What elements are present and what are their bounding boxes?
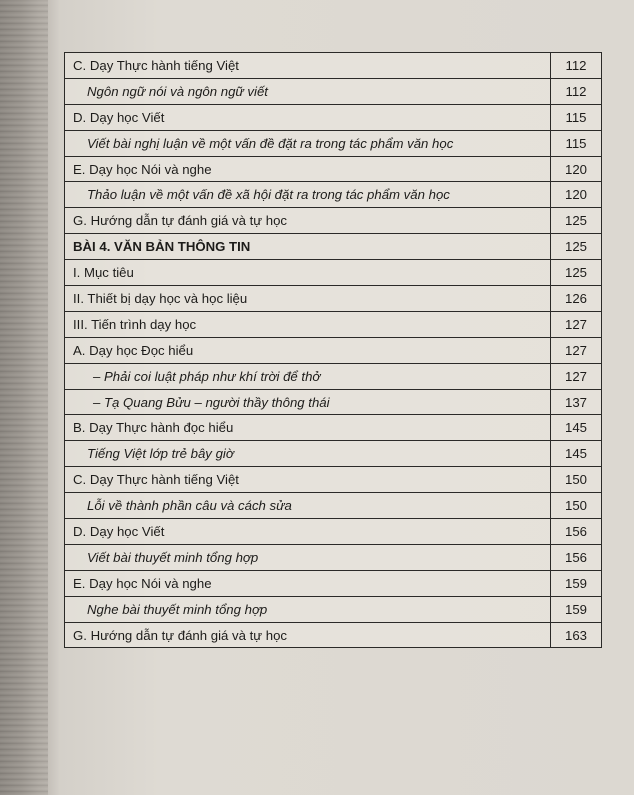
toc-entry-title: Viết bài thuyết minh tổng hợp [87,549,259,565]
toc-entry-title: III. Tiến trình dạy học [73,316,197,332]
toc-entry-title: II. Thiết bị dạy học và học liệu [73,290,248,306]
toc-entry-title: E. Dạy học Nói và nghe [73,575,212,591]
toc-entry-page: 137 [550,390,601,415]
toc-entry-page: 120 [550,157,601,182]
toc-entry-page: 145 [550,415,601,440]
toc-row [65,467,601,493]
toc-entry-title: BÀI 4. VĂN BẢN THÔNG TIN [73,239,251,255]
toc-entry-page: 156 [550,519,601,544]
toc-entry-page: 125 [550,208,601,233]
toc-row [65,260,601,286]
toc-entry-page: 127 [550,312,601,337]
toc-row [65,493,601,519]
toc-row [65,131,601,157]
toc-entry-title: Nghe bài thuyết minh tổng hợp [87,601,268,617]
toc-entry-page: 150 [550,493,601,518]
toc-entry-title: B. Dạy Thực hành đọc hiểu [73,420,234,436]
toc-entry-title: C. Dạy Thực hành tiếng Việt [73,472,239,488]
toc-entry-title: – Tạ Quang Bửu – người thầy thông thái [93,394,330,410]
toc-entry-page: 145 [550,441,601,466]
toc-entry-title: A. Dạy học Đọc hiểu [73,342,194,358]
toc-entry-page: 127 [550,338,601,363]
toc-entry-title: Viết bài nghị luận về một vấn đề đặt ra trong tác phẩm văn học [87,135,454,151]
toc-row [65,364,601,390]
toc-entry-page: 125 [550,234,601,259]
toc-entry-page: 127 [550,364,601,389]
toc-row [65,597,601,623]
toc-row [65,182,601,208]
toc-entry-page: 120 [550,182,601,207]
toc-row [65,545,601,571]
toc-entry-title: C. Dạy Thực hành tiếng Việt [73,57,239,73]
toc-entry-page: 126 [550,286,601,311]
toc-row [65,390,601,416]
toc-row [65,157,601,183]
toc-entry-page: 163 [550,623,601,648]
toc-entry-page: 115 [550,131,601,156]
toc-row [65,312,601,338]
toc-entry-page: 112 [550,79,601,104]
toc-entry-page: 115 [550,105,601,130]
toc-entry-title: Thảo luận về một vấn đề xã hội đặt ra trong tác phẩm văn học [87,187,450,203]
toc-row [65,53,601,79]
page-edge-strip [0,0,48,795]
toc-entry-title: – Phải coi luật pháp như khí trời để thở [93,368,321,384]
toc-entry-title: D. Dạy học Viết [73,523,165,539]
toc-entry-title: Tiếng Việt lớp trẻ bây giờ [87,446,234,462]
toc-entry-page: 156 [550,545,601,570]
toc-entry-title: G. Hướng dẫn tự đánh giá và tự học [73,213,288,229]
toc-entry-title: I. Mục tiêu [73,265,134,281]
toc-entry-page: 125 [550,260,601,285]
toc-entry-title: D. Dạy học Viết [73,109,165,125]
toc-row [65,441,601,467]
toc-row [65,338,601,364]
toc-entry-title: Ngôn ngữ nói và ngôn ngữ viết [87,83,268,99]
toc-row [65,79,601,105]
toc-row [65,234,601,260]
toc-entry-page: 159 [550,597,601,622]
toc-row [65,571,601,597]
toc-row [65,208,601,234]
toc-row [65,623,601,649]
toc-row [65,415,601,441]
toc-entry-title: E. Dạy học Nói và nghe [73,161,212,177]
toc-entry-title: Lỗi về thành phần câu và cách sửa [87,498,292,514]
toc-row [65,105,601,131]
toc-entry-title: G. Hướng dẫn tự đánh giá và tự học [73,627,288,643]
toc-row [65,286,601,312]
toc-entry-page: 150 [550,467,601,492]
toc-row [65,519,601,545]
table-of-contents [64,52,602,648]
toc-entry-page: 112 [550,53,601,78]
toc-entry-page: 159 [550,571,601,596]
